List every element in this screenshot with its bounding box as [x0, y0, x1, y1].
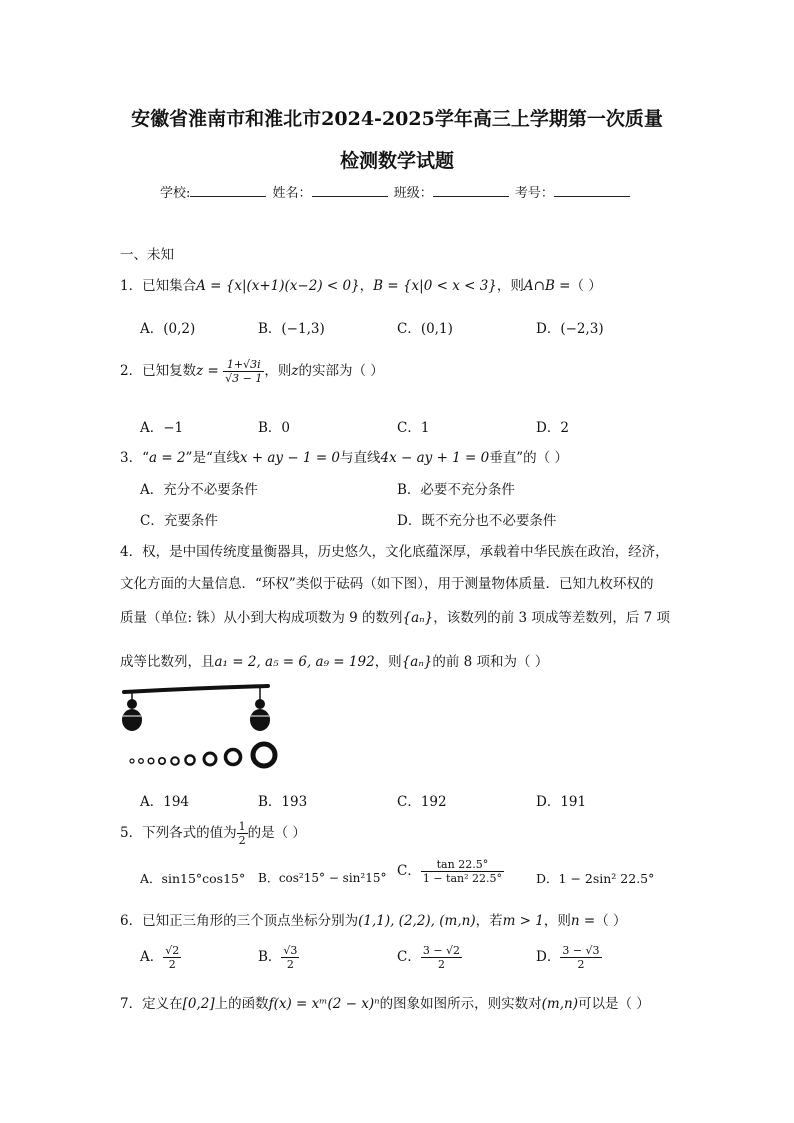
q5-half-fraction [237, 820, 248, 847]
q5-half-numerator: 1 [238, 820, 246, 833]
q6-option-c-denominator: 2 [437, 958, 445, 971]
q4-seq: {aₙ} [402, 610, 434, 626]
q1-option-d: D．(−2,3) [536, 321, 604, 337]
q6-option-a-fraction [163, 944, 181, 971]
section-heading: 一、未知 [120, 247, 174, 263]
q5-option-c [397, 858, 504, 885]
q6-stem-b: ，若 [475, 913, 503, 929]
q6-option-c-numerator: 3 − √2 [422, 944, 461, 957]
q6-option-c [397, 944, 462, 971]
q4-option-d: D．191 [536, 794, 587, 810]
q6-n: n = [570, 913, 596, 929]
ring-9 [253, 744, 275, 766]
q6-option-a-denominator: 2 [168, 958, 176, 971]
q4-line-3b: ，该数列的前 3 项成等差数列，后 7 项 [433, 610, 671, 626]
name-label: 姓名： [272, 186, 312, 201]
question-3 [120, 446, 568, 466]
q4-line-3a: 质量（单位: 铢）从小到大构成项数为 9 的数列 [120, 610, 403, 626]
q4-option-b: B．193 [258, 794, 308, 810]
q4-line-2: 文化方面的大量信息．“环权”类似于砝码（如下图），用于测量物体质量．已知九枚环权的 [120, 576, 654, 592]
school-blank [190, 184, 266, 197]
ring-1 [130, 759, 134, 763]
q7-stem-a: 7．定义在 [120, 996, 183, 1012]
q1-stem-c: （ ） [570, 278, 602, 294]
student-info-row [160, 182, 632, 201]
exam-number-blank [554, 184, 630, 197]
q3-stem-a: 3．“ [120, 450, 149, 466]
q3-option-b: B．必要不充分条件 [397, 482, 515, 498]
question-2 [120, 358, 384, 385]
q3-line2: 4x − ay + 1 = 0 [380, 450, 490, 466]
q7-stem-b: 上的函数 [214, 996, 269, 1012]
q4-line-4a: 成等比数列，且 [120, 654, 215, 670]
q5-option-c-label: C． [397, 863, 421, 879]
q3-stem-d: 垂直”的（ ） [489, 450, 568, 466]
q6-option-a [140, 944, 181, 971]
q1-option-b: B．(−1,3) [258, 321, 325, 337]
q7-stem-c: 的图象如图所示，则实数对 [379, 996, 542, 1012]
q2-numerator: 1+√3i [223, 358, 264, 372]
right-weight [250, 709, 270, 731]
q6-option-b [258, 944, 299, 971]
q4-seq2: {aₙ} [401, 654, 433, 670]
q4-line-1: 4．权，是中国传统度量衡器具，历史悠久，文化底蕴深厚，承载着中华民族在政治，经济， [120, 544, 669, 560]
q6-option-d [536, 944, 602, 971]
q3-cond: a = 2 [149, 450, 186, 466]
q6-option-c-fraction [421, 944, 462, 971]
q3-stem-b: ”是“直线 [185, 450, 240, 466]
question-1 [120, 274, 602, 294]
q2-stem-b: ，则 [264, 363, 292, 379]
q4-line-4 [120, 650, 548, 670]
q6-option-d-label: D． [536, 949, 561, 965]
q2-option-c: C．1 [397, 420, 430, 436]
q6-option-b-denominator: 2 [286, 958, 294, 971]
ring-7 [204, 753, 216, 765]
ring-8 [226, 750, 241, 765]
q6-option-d-denominator: 2 [577, 958, 585, 971]
question-6 [120, 909, 627, 929]
question-7 [120, 992, 650, 1012]
q6-stem-a: 6．已知正三角形的三个顶点坐标分别为 [120, 913, 359, 929]
q4-line-4b: ，则 [374, 654, 402, 670]
q5-stem-b: 的是（ ） [247, 825, 306, 841]
q4-cond: a₁ = 2, a₅ = 6, a₉ = 192 [214, 654, 375, 670]
q6-option-d-numerator: 3 − √3 [562, 944, 600, 957]
q5-option-a: A．sin15°cos15° [140, 871, 246, 886]
q1-set-a: A = {x|(x+1)(x−2) < 0} [196, 278, 360, 294]
q2-option-d: D．2 [536, 420, 569, 436]
q7-stem-d: 可以是（ ） [577, 996, 650, 1012]
q4-line-4c: 的前 8 项和为（ ） [432, 654, 549, 670]
q7-function: f(x) = xᵐ(2 − x)ⁿ [268, 996, 380, 1012]
ring-3 [148, 758, 154, 764]
school-label: 学校: [160, 186, 191, 201]
q2-stem-a: 2．已知复数 [120, 363, 197, 379]
q2-stem-c: 的实部为（ ） [298, 363, 384, 379]
q5-option-d: D．1 − 2sin² 22.5° [536, 871, 655, 886]
q6-option-d-fraction [560, 944, 601, 971]
q6-stem-c: ，则 [543, 913, 571, 929]
q5-option-c-denominator: 1 − tan² 22.5° [422, 872, 503, 885]
q1-sep: ， [359, 278, 374, 294]
q6-cond: m > 1 [502, 913, 544, 929]
left-small-weight [127, 699, 137, 709]
q3-line1: x + ay − 1 = 0 [239, 450, 341, 466]
name-blank [312, 184, 388, 197]
page-title: 安徽省淮南市和淮北市2024-2025学年高三上学期第一次质量 [131, 108, 663, 130]
q4-option-c: C．192 [397, 794, 447, 810]
q5-option-c-numerator: tan 22.5° [421, 858, 504, 872]
q5-stem-a: 5．下列各式的值为 [120, 825, 237, 841]
q3-option-d: D．既不充分也不必要条件 [397, 513, 557, 529]
right-small-weight [255, 699, 265, 709]
q6-option-a-label: A． [140, 949, 164, 965]
q6-option-b-label: B． [258, 949, 282, 965]
q1-stem-b: ，则 [496, 278, 524, 294]
q1-option-a: A．(0,2) [140, 321, 196, 337]
ring-6 [185, 755, 194, 764]
q6-option-b-fraction [281, 944, 299, 971]
ring-2 [139, 759, 144, 764]
exam-number-label: 考号： [514, 186, 554, 201]
q2-denominator: √3 − 1 [225, 372, 263, 385]
q6-stem-d: （ ） [595, 913, 627, 929]
q6-option-b-numerator: √3 [283, 944, 298, 957]
ring-5 [171, 757, 179, 765]
q7-interval: [0,2] [182, 996, 215, 1012]
q2-fraction [223, 358, 264, 385]
q6-option-c-label: C． [397, 949, 421, 965]
q1-set-b: B = {x|0 < x < 3} [373, 278, 497, 294]
q5-option-c-fraction [421, 858, 504, 885]
class-label: 班级： [393, 186, 433, 201]
question-5 [120, 820, 306, 847]
beam-bar [124, 686, 268, 692]
q5-half-denominator: 2 [238, 834, 246, 847]
q2-option-b: B．0 [258, 420, 291, 436]
q1-expr: A∩B = [523, 278, 571, 294]
q4-line-3 [120, 606, 670, 626]
q3-option-c: C．充要条件 [140, 513, 218, 529]
q1-option-c: C．(0,1) [397, 321, 453, 337]
left-weight [122, 709, 142, 731]
q5-option-b: B．cos²15° − sin²15° [258, 871, 387, 885]
q2-z: z = [196, 363, 219, 379]
q1-stem-a: 1．已知集合 [120, 278, 197, 294]
class-blank [433, 184, 509, 197]
q6-option-a-numerator: √2 [165, 944, 180, 957]
q3-stem-c: 与直线 [340, 450, 381, 466]
q4-option-a: A．194 [140, 794, 190, 810]
q3-option-a: A．充分不必要条件 [140, 482, 258, 498]
q6-points: (1,1), (2,2), (m,n) [358, 913, 476, 929]
page-subtitle: 检测数学试题 [339, 150, 454, 172]
q2-option-a: A．−1 [140, 420, 184, 436]
ring-weights-figure [118, 682, 288, 772]
ring-4 [159, 758, 165, 764]
q2-z-ref: z [291, 363, 299, 379]
q7-pair: (m,n) [541, 996, 578, 1012]
